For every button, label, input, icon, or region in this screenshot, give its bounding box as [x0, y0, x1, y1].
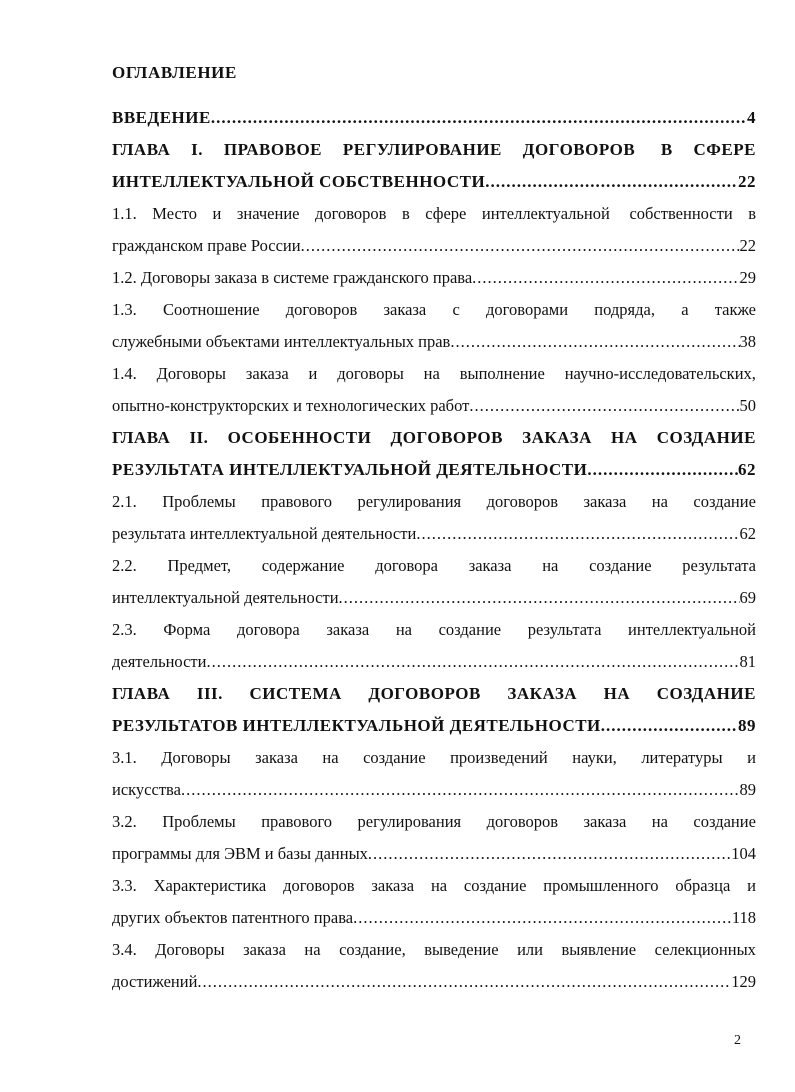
- toc-entry-chapter-3[interactable]: [112, 678, 756, 710]
- word: подряда,: [594, 300, 655, 319]
- word: Характеристика: [153, 876, 267, 895]
- toc-entry-2-1[interactable]: [112, 486, 756, 518]
- entry-page: 29: [739, 268, 756, 287]
- word: В: [656, 140, 673, 159]
- toc-entry-3-3-cont[interactable]: [112, 902, 756, 934]
- word: СФЕРЕ: [693, 140, 756, 159]
- leader-dots: [197, 966, 731, 998]
- word: создание: [438, 620, 502, 639]
- leader-dots: [601, 710, 738, 742]
- word: создание: [589, 556, 652, 575]
- word: договорами: [486, 300, 569, 319]
- word: а: [681, 300, 689, 319]
- toc-entry-3-1-cont[interactable]: [112, 774, 756, 806]
- entry-text: РЕЗУЛЬТАТОВ ИНТЕЛЛЕКТУАЛЬНОЙ ДЕЯТЕЛЬНОСТИ: [112, 716, 601, 735]
- word: РЕГУЛИРОВАНИЕ: [342, 140, 502, 159]
- toc-entry-1-3[interactable]: [112, 294, 756, 326]
- word: ГЛАВА: [112, 428, 171, 447]
- word: Место: [152, 204, 198, 223]
- word: ЗАКАЗА: [507, 684, 578, 703]
- page-number: 2: [734, 1033, 741, 1048]
- entry-text: результата интеллектуальной деятельности: [112, 524, 417, 543]
- word: Соотношение: [162, 300, 260, 319]
- word: на: [423, 364, 440, 383]
- leader-dots: [206, 646, 739, 678]
- word: на: [304, 940, 321, 959]
- toc-entry-2-2-cont[interactable]: [112, 582, 756, 614]
- word: выполнение: [459, 364, 545, 383]
- word: заказа: [326, 620, 370, 639]
- entry-page: 62: [738, 460, 756, 479]
- entry-page: 129: [731, 972, 756, 991]
- entry-text: гражданском праве России: [112, 236, 301, 255]
- leader-dots: [353, 902, 732, 934]
- toc-entry-3-2-cont[interactable]: [112, 838, 756, 870]
- word: 3.4.: [112, 940, 137, 959]
- word: правового: [261, 812, 333, 831]
- word: ДОГОВОРОВ: [522, 140, 636, 159]
- entry-text: опытно-конструкторских и технологических работ: [112, 396, 470, 415]
- word: заказа: [583, 492, 627, 511]
- word: создание: [463, 876, 527, 895]
- word: договора: [375, 556, 438, 575]
- word: интеллектуальной: [481, 204, 610, 223]
- word: 1.1.: [112, 204, 137, 223]
- entry-text: РЕЗУЛЬТАТА ИНТЕЛЛЕКТУАЛЬНОЙ ДЕЯТЕЛЬНОСТИ: [112, 460, 588, 479]
- word: и: [212, 204, 222, 223]
- leader-dots: [485, 166, 738, 198]
- toc-entry-1-2[interactable]: [112, 262, 756, 294]
- word: на: [430, 876, 448, 895]
- word: заказа: [245, 364, 289, 383]
- toc-entry-1-4-cont[interactable]: [112, 390, 756, 422]
- word: селекционных: [654, 940, 756, 959]
- entry-page: 69: [739, 588, 756, 607]
- word: произведений: [450, 748, 548, 767]
- leader-dots: [211, 102, 747, 134]
- word: в: [401, 204, 410, 223]
- word: и: [747, 748, 756, 767]
- leader-dots: [301, 230, 740, 262]
- word: регулирования: [357, 492, 462, 511]
- word: заказа: [371, 876, 415, 895]
- word: на: [651, 812, 668, 831]
- word: создание: [693, 812, 756, 831]
- word: договора: [236, 620, 300, 639]
- word: создание: [363, 748, 426, 767]
- toc-entry-2-2[interactable]: [112, 550, 756, 582]
- entry-text: служебными объектами интеллектуальных прав: [112, 332, 451, 351]
- word: заказа: [243, 940, 286, 959]
- word: заказа: [468, 556, 512, 575]
- word: 2.1.: [112, 492, 137, 511]
- toc-title: ОГЛАВЛЕНИЕ: [112, 63, 237, 82]
- word: НА: [603, 684, 631, 703]
- word: НА: [611, 428, 638, 447]
- word: содержание: [261, 556, 345, 575]
- leader-dots: [472, 262, 739, 294]
- word: ПРАВОВОЕ: [223, 140, 323, 159]
- word: выведение: [424, 940, 499, 959]
- toc-entry-chapter-2-cont[interactable]: [112, 454, 756, 486]
- word: договоров: [486, 812, 559, 831]
- word: 2.3.: [112, 620, 137, 639]
- entry-text: программы для ЭВМ и базы данных: [112, 844, 368, 863]
- word: договоры: [337, 364, 404, 383]
- word: договоров: [314, 204, 387, 223]
- entry-text: интеллектуальной деятельности: [112, 588, 339, 607]
- word: создание: [693, 492, 756, 511]
- entry-text: ВВЕДЕНИЕ: [112, 108, 211, 127]
- word: СОЗДАНИЕ: [656, 428, 756, 447]
- word: Проблемы: [162, 812, 236, 831]
- word: и: [308, 364, 318, 383]
- word: заказа: [583, 812, 627, 831]
- word: 3.3.: [112, 876, 137, 895]
- word: создание,: [339, 940, 406, 959]
- word: ОСОБЕННОСТИ: [227, 428, 372, 447]
- word: СИСТЕМА: [249, 684, 342, 703]
- table-of-contents: [112, 102, 756, 998]
- word: договоров: [283, 876, 355, 895]
- word: промышленного: [543, 876, 659, 895]
- word: 1.4.: [112, 364, 137, 383]
- entry-page: 81: [739, 652, 756, 671]
- word: образца: [675, 876, 731, 895]
- word: ЗАКАЗА: [522, 428, 592, 447]
- entry-text: других объектов патентного права: [112, 908, 354, 927]
- entry-page: 104: [731, 844, 756, 863]
- word: на: [395, 620, 412, 639]
- toc-entry-chapter-2[interactable]: [112, 422, 756, 454]
- word: регулирования: [357, 812, 462, 831]
- word: СОЗДАНИЕ: [656, 684, 756, 703]
- entry-text: достижений: [112, 972, 198, 991]
- word: Договоры: [161, 748, 231, 767]
- word: на: [542, 556, 559, 575]
- word: результата: [682, 556, 756, 575]
- word: Договоры: [155, 940, 225, 959]
- word: 1.3.: [112, 300, 137, 319]
- word: ГЛАВА: [112, 140, 171, 159]
- word: заказа: [383, 300, 427, 319]
- toc-entry-2-3-cont[interactable]: [112, 646, 756, 678]
- toc-entry-1-3-cont[interactable]: [112, 326, 756, 358]
- toc-entry-3-2[interactable]: [112, 806, 756, 838]
- toc-entry-1-1-cont[interactable]: [112, 230, 756, 262]
- entry-text: ИНТЕЛЛЕКТУАЛЬНОЙ СОБСТВЕННОСТИ: [112, 172, 486, 191]
- toc-entry-3-4-cont[interactable]: [112, 966, 756, 998]
- leader-dots: [339, 582, 740, 614]
- toc-entry-3-1[interactable]: [112, 742, 756, 774]
- word: выявление: [561, 940, 637, 959]
- word: правового: [261, 492, 333, 511]
- toc-entry-2-3[interactable]: [112, 614, 756, 646]
- entry-page: 89: [739, 780, 756, 799]
- word: ДОГОВОРОВ: [390, 428, 503, 447]
- entry-page: 89: [738, 716, 756, 735]
- word: значение: [236, 204, 300, 223]
- leader-dots: [587, 454, 738, 486]
- word: в: [748, 204, 756, 223]
- leader-dots: [450, 326, 739, 358]
- word: 2.2.: [112, 556, 137, 575]
- toc-entry-3-4[interactable]: [112, 934, 756, 966]
- entry-page: 22: [738, 172, 756, 191]
- toc-entry-1-4[interactable]: [112, 358, 756, 390]
- leader-dots: [368, 838, 731, 870]
- word: собственности: [625, 204, 733, 223]
- word: Форма: [163, 620, 211, 639]
- word: интеллектуальной: [628, 620, 756, 639]
- entry-text: деятельности: [112, 652, 207, 671]
- word: сфере: [425, 204, 467, 223]
- word: 3.1.: [112, 748, 137, 767]
- entry-page: 62: [739, 524, 756, 543]
- word: ГЛАВА: [112, 684, 171, 703]
- leader-dots: [181, 774, 740, 806]
- word: заказа: [255, 748, 298, 767]
- word: с: [452, 300, 460, 319]
- word: ДОГОВОРОВ: [368, 684, 481, 703]
- word: договоров: [285, 300, 358, 319]
- word: I.: [191, 140, 203, 159]
- leader-dots: [416, 518, 739, 550]
- toc-entry-chapter-1[interactable]: [112, 134, 756, 166]
- toc-entry-2-1-cont[interactable]: [112, 518, 756, 550]
- entry-text: искусства: [112, 780, 181, 799]
- word: II.: [189, 428, 209, 447]
- entry-page: 118: [731, 908, 756, 927]
- word: Предмет,: [167, 556, 231, 575]
- word: 3.2.: [112, 812, 137, 831]
- toc-entry-3-3[interactable]: [112, 870, 756, 902]
- entry-page: 50: [739, 396, 756, 415]
- word: научно-исследовательских,: [564, 364, 756, 383]
- word: договоров: [486, 492, 559, 511]
- leader-dots: [469, 390, 739, 422]
- word: также: [714, 300, 756, 319]
- toc-entry-chapter-1-cont[interactable]: [112, 166, 756, 198]
- word: III.: [196, 684, 223, 703]
- entry-page: 38: [739, 332, 756, 351]
- word: Договоры: [156, 364, 227, 383]
- word: науки,: [572, 748, 617, 767]
- word: или: [517, 940, 543, 959]
- word: результата: [527, 620, 602, 639]
- entry-page: 22: [739, 236, 756, 255]
- toc-entry-chapter-3-cont[interactable]: [112, 710, 756, 742]
- word: на: [322, 748, 339, 767]
- entry-page: 4: [747, 108, 756, 127]
- word: Проблемы: [162, 492, 236, 511]
- word: литературы: [641, 748, 723, 767]
- entry-text: 1.2. Договоры заказа в системе гражданского права: [112, 268, 473, 287]
- toc-entry-introduction[interactable]: [112, 102, 756, 134]
- word: на: [651, 492, 668, 511]
- toc-entry-1-1[interactable]: [112, 198, 756, 230]
- word: и: [747, 876, 756, 895]
